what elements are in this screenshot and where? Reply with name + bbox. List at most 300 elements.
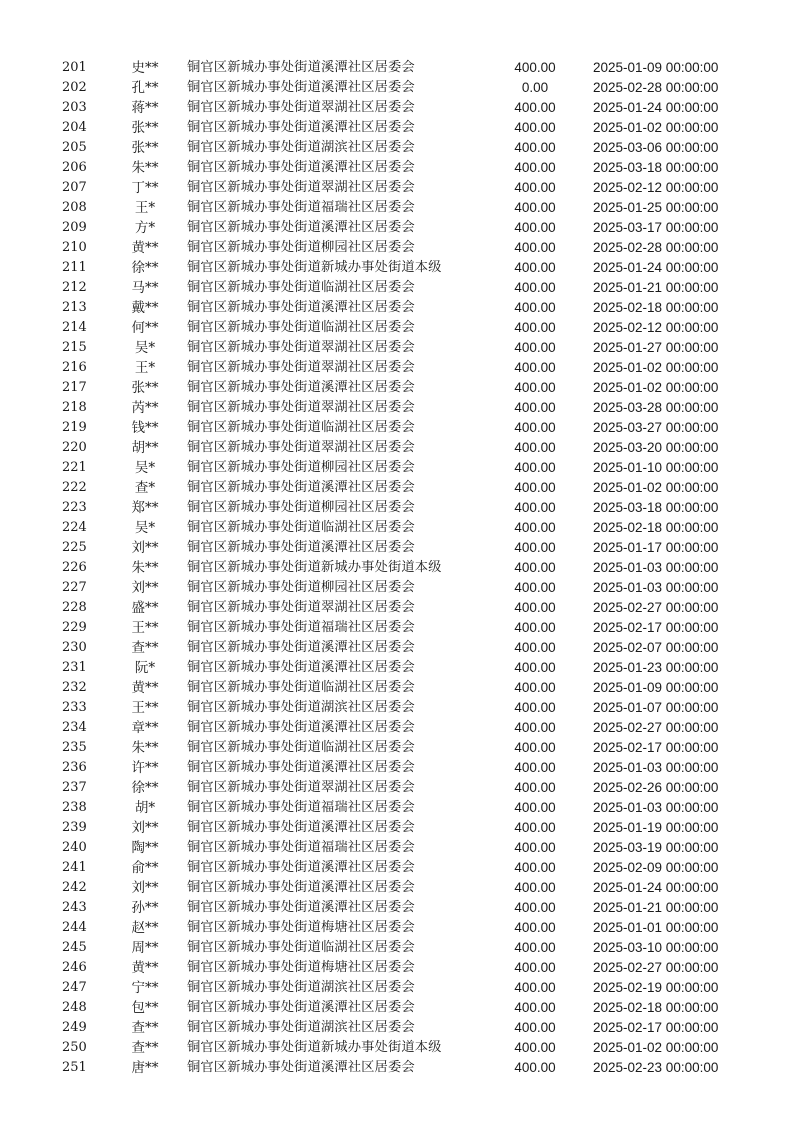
amount-value: 400.00	[514, 440, 556, 455]
organization-name: 铜官区新城办事处街道溪潭社区居委会	[187, 640, 415, 655]
table-row	[0, 938, 793, 958]
organization-name: 铜官区新城办事处街道临湖社区居委会	[187, 680, 415, 695]
payment-date: 2025-03-28 00:00:00	[593, 400, 719, 415]
payment-date: 2025-01-02 00:00:00	[593, 380, 719, 395]
amount-value: 400.00	[514, 680, 556, 695]
row-number: 212	[62, 280, 87, 295]
organization-name: 铜官区新城办事处街道福瑞社区居委会	[187, 200, 415, 215]
organization-name: 铜官区新城办事处街道翠湖社区居委会	[187, 400, 415, 415]
payment-date: 2025-03-20 00:00:00	[593, 440, 719, 455]
person-name: 黄**	[131, 240, 159, 256]
table-row	[0, 658, 793, 678]
row-number: 210	[62, 240, 87, 255]
organization-name: 铜官区新城办事处街道临湖社区居委会	[187, 420, 415, 435]
organization-name: 铜官区新城办事处街道溪潭社区居委会	[187, 480, 415, 495]
table-row	[0, 758, 793, 778]
table-row	[0, 418, 793, 438]
person-name: 宁**	[131, 980, 159, 996]
person-name: 蒋**	[131, 100, 159, 116]
table-row	[0, 218, 793, 238]
row-number: 217	[62, 380, 87, 395]
row-number: 224	[62, 520, 87, 535]
organization-name: 铜官区新城办事处街道溪潭社区居委会	[187, 900, 415, 915]
row-number: 216	[62, 360, 87, 375]
organization-name: 铜官区新城办事处街道柳园社区居委会	[187, 240, 415, 255]
table-row	[0, 138, 793, 158]
payment-date: 2025-01-23 00:00:00	[593, 660, 719, 675]
row-number: 234	[62, 720, 87, 735]
amount-value: 400.00	[514, 1040, 556, 1055]
person-name: 徐**	[131, 260, 159, 276]
organization-name: 铜官区新城办事处街道溪潭社区居委会	[187, 1000, 415, 1015]
organization-name: 铜官区新城办事处街道溪潭社区居委会	[187, 880, 415, 895]
amount-value: 400.00	[514, 480, 556, 495]
amount-value: 400.00	[514, 860, 556, 875]
amount-value: 400.00	[514, 560, 556, 575]
payment-date: 2025-01-03 00:00:00	[593, 800, 719, 815]
table-row	[0, 98, 793, 118]
person-name: 阮*	[134, 660, 156, 676]
row-number: 243	[62, 900, 87, 915]
organization-name: 铜官区新城办事处街道湖滨社区居委会	[187, 140, 415, 155]
row-number: 222	[62, 480, 87, 495]
payment-date: 2025-01-24 00:00:00	[593, 100, 719, 115]
person-name: 查*	[134, 480, 156, 496]
row-number: 215	[62, 340, 87, 355]
row-number: 206	[62, 160, 87, 175]
table-row	[0, 618, 793, 638]
payment-date: 2025-01-09 00:00:00	[593, 680, 719, 695]
person-name: 郑**	[131, 500, 159, 516]
row-number: 250	[62, 1040, 87, 1055]
person-name: 王*	[134, 200, 156, 216]
organization-name: 铜官区新城办事处街道溪潭社区居委会	[187, 760, 415, 775]
amount-value: 400.00	[514, 600, 556, 615]
person-name: 陶**	[131, 840, 159, 856]
person-name: 吴*	[134, 520, 156, 536]
payment-date: 2025-02-28 00:00:00	[593, 240, 719, 255]
person-name: 唐**	[131, 1060, 159, 1076]
organization-name: 铜官区新城办事处街道福瑞社区居委会	[187, 620, 415, 635]
person-name: 查**	[131, 640, 159, 656]
table-row	[0, 458, 793, 478]
organization-name: 铜官区新城办事处街道临湖社区居委会	[187, 320, 415, 335]
row-number: 227	[62, 580, 87, 595]
payment-date: 2025-02-17 00:00:00	[593, 620, 719, 635]
organization-name: 铜官区新城办事处街道翠湖社区居委会	[187, 180, 415, 195]
row-number: 236	[62, 760, 87, 775]
amount-value: 400.00	[514, 120, 556, 135]
amount-value: 400.00	[514, 260, 556, 275]
person-name: 吴*	[134, 460, 156, 476]
person-name: 赵**	[131, 920, 159, 936]
organization-name: 铜官区新城办事处街道临湖社区居委会	[187, 740, 415, 755]
payment-date: 2025-02-18 00:00:00	[593, 1000, 719, 1015]
row-number: 218	[62, 400, 87, 415]
table-row	[0, 978, 793, 998]
payment-date: 2025-01-07 00:00:00	[593, 700, 719, 715]
payment-date: 2025-01-25 00:00:00	[593, 200, 719, 215]
amount-value: 400.00	[514, 380, 556, 395]
payment-date: 2025-02-07 00:00:00	[593, 640, 719, 655]
table-row	[0, 178, 793, 198]
payment-date: 2025-01-02 00:00:00	[593, 1040, 719, 1055]
amount-value: 400.00	[514, 100, 556, 115]
table-row	[0, 238, 793, 258]
amount-value: 400.00	[514, 220, 556, 235]
row-number: 249	[62, 1020, 87, 1035]
row-number: 203	[62, 100, 87, 115]
organization-name: 铜官区新城办事处街道福瑞社区居委会	[187, 800, 415, 815]
payment-date: 2025-03-27 00:00:00	[593, 420, 719, 435]
amount-value: 400.00	[514, 1000, 556, 1015]
table-row	[0, 118, 793, 138]
organization-name: 铜官区新城办事处街道溪潭社区居委会	[187, 660, 415, 675]
amount-value: 400.00	[514, 820, 556, 835]
row-number: 240	[62, 840, 87, 855]
table-row	[0, 898, 793, 918]
amount-value: 400.00	[514, 200, 556, 215]
payment-date: 2025-01-03 00:00:00	[593, 560, 719, 575]
table-row	[0, 578, 793, 598]
payment-date: 2025-01-03 00:00:00	[593, 580, 719, 595]
organization-name: 铜官区新城办事处街道新城办事处街道本级	[187, 560, 442, 575]
table-row	[0, 778, 793, 798]
table-row	[0, 1038, 793, 1058]
payment-date: 2025-02-18 00:00:00	[593, 300, 719, 315]
table-row	[0, 438, 793, 458]
table-row	[0, 998, 793, 1018]
payment-date: 2025-01-02 00:00:00	[593, 480, 719, 495]
row-number: 246	[62, 960, 87, 975]
row-number: 230	[62, 640, 87, 655]
table-row	[0, 538, 793, 558]
payment-date: 2025-01-24 00:00:00	[593, 880, 719, 895]
payment-date: 2025-03-10 00:00:00	[593, 940, 719, 955]
table-row	[0, 158, 793, 178]
organization-name: 铜官区新城办事处街道翠湖社区居委会	[187, 100, 415, 115]
table-row	[0, 558, 793, 578]
table-row	[0, 518, 793, 538]
subsidy-record-table	[0, 58, 793, 1078]
row-number: 205	[62, 140, 87, 155]
organization-name: 铜官区新城办事处街道福瑞社区居委会	[187, 840, 415, 855]
payment-date: 2025-03-18 00:00:00	[593, 160, 719, 175]
payment-date: 2025-01-02 00:00:00	[593, 360, 719, 375]
person-name: 马**	[131, 280, 159, 296]
table-row	[0, 378, 793, 398]
table-row	[0, 318, 793, 338]
payment-date: 2025-03-19 00:00:00	[593, 840, 719, 855]
organization-name: 铜官区新城办事处街道溪潭社区居委会	[187, 860, 415, 875]
amount-value: 400.00	[514, 920, 556, 935]
payment-date: 2025-02-12 00:00:00	[593, 180, 719, 195]
person-name: 黄**	[131, 680, 159, 696]
amount-value: 400.00	[514, 340, 556, 355]
organization-name: 铜官区新城办事处街道溪潭社区居委会	[187, 160, 415, 175]
row-number: 220	[62, 440, 87, 455]
payment-date: 2025-02-09 00:00:00	[593, 860, 719, 875]
organization-name: 铜官区新城办事处街道临湖社区居委会	[187, 520, 415, 535]
row-number: 239	[62, 820, 87, 835]
table-row	[0, 78, 793, 98]
person-name: 芮**	[131, 400, 159, 416]
payment-date: 2025-03-18 00:00:00	[593, 500, 719, 515]
person-name: 朱**	[131, 160, 159, 176]
organization-name: 铜官区新城办事处街道溪潭社区居委会	[187, 120, 415, 135]
amount-value: 0.00	[521, 80, 549, 95]
person-name: 徐**	[131, 780, 159, 796]
amount-value: 400.00	[514, 1060, 556, 1075]
row-number: 225	[62, 540, 87, 555]
organization-name: 铜官区新城办事处街道溪潭社区居委会	[187, 380, 415, 395]
row-number: 231	[62, 660, 87, 675]
person-name: 查**	[131, 1020, 159, 1036]
amount-value: 400.00	[514, 840, 556, 855]
payment-date: 2025-01-03 00:00:00	[593, 760, 719, 775]
organization-name: 铜官区新城办事处街道梅塘社区居委会	[187, 920, 415, 935]
row-number: 229	[62, 620, 87, 635]
amount-value: 400.00	[514, 460, 556, 475]
amount-value: 400.00	[514, 880, 556, 895]
person-name: 方*	[134, 220, 156, 236]
row-number: 201	[62, 60, 87, 75]
payment-date: 2025-02-27 00:00:00	[593, 960, 719, 975]
person-name: 张**	[131, 140, 159, 156]
amount-value: 400.00	[514, 360, 556, 375]
payment-date: 2025-01-24 00:00:00	[593, 260, 719, 275]
person-name: 王**	[131, 700, 159, 716]
table-row	[0, 478, 793, 498]
amount-value: 400.00	[514, 940, 556, 955]
row-number: 208	[62, 200, 87, 215]
amount-value: 400.00	[514, 400, 556, 415]
payment-date: 2025-03-06 00:00:00	[593, 140, 719, 155]
organization-name: 铜官区新城办事处街道溪潭社区居委会	[187, 820, 415, 835]
payment-date: 2025-01-02 00:00:00	[593, 120, 719, 135]
table-row	[0, 958, 793, 978]
table-row	[0, 718, 793, 738]
row-number: 202	[62, 80, 87, 95]
payment-date: 2025-02-28 00:00:00	[593, 80, 719, 95]
organization-name: 铜官区新城办事处街道临湖社区居委会	[187, 280, 415, 295]
table-row	[0, 258, 793, 278]
person-name: 包**	[131, 1000, 159, 1016]
organization-name: 铜官区新城办事处街道新城办事处街道本级	[187, 1040, 442, 1055]
table-row	[0, 678, 793, 698]
person-name: 王*	[134, 360, 156, 376]
organization-name: 铜官区新城办事处街道溪潭社区居委会	[187, 720, 415, 735]
amount-value: 400.00	[514, 620, 556, 635]
organization-name: 铜官区新城办事处街道湖滨社区居委会	[187, 700, 415, 715]
payment-date: 2025-02-23 00:00:00	[593, 1060, 719, 1075]
person-name: 钱**	[131, 420, 159, 436]
person-name: 俞**	[131, 860, 159, 876]
row-number: 241	[62, 860, 87, 875]
row-number: 207	[62, 180, 87, 195]
person-name: 查**	[131, 1040, 159, 1056]
person-name: 刘**	[131, 820, 159, 836]
table-row	[0, 358, 793, 378]
person-name: 吴*	[134, 340, 156, 356]
row-number: 237	[62, 780, 87, 795]
organization-name: 铜官区新城办事处街道柳园社区居委会	[187, 460, 415, 475]
amount-value: 400.00	[514, 640, 556, 655]
table-row	[0, 278, 793, 298]
amount-value: 400.00	[514, 300, 556, 315]
payment-date: 2025-02-17 00:00:00	[593, 740, 719, 755]
table-row	[0, 878, 793, 898]
organization-name: 铜官区新城办事处街道翠湖社区居委会	[187, 780, 415, 795]
row-number: 242	[62, 880, 87, 895]
row-number: 235	[62, 740, 87, 755]
amount-value: 400.00	[514, 180, 556, 195]
row-number: 211	[62, 260, 87, 275]
row-number: 245	[62, 940, 87, 955]
payment-date: 2025-01-19 00:00:00	[593, 820, 719, 835]
amount-value: 400.00	[514, 960, 556, 975]
organization-name: 铜官区新城办事处街道翠湖社区居委会	[187, 440, 415, 455]
person-name: 许**	[131, 760, 159, 776]
payment-date: 2025-02-27 00:00:00	[593, 720, 719, 735]
organization-name: 铜官区新城办事处街道溪潭社区居委会	[187, 1060, 415, 1075]
amount-value: 400.00	[514, 580, 556, 595]
person-name: 刘**	[131, 880, 159, 896]
table-row	[0, 398, 793, 418]
amount-value: 400.00	[514, 240, 556, 255]
person-name: 胡**	[131, 440, 159, 456]
person-name: 刘**	[131, 580, 159, 596]
payment-date: 2025-01-21 00:00:00	[593, 280, 719, 295]
amount-value: 400.00	[514, 980, 556, 995]
organization-name: 铜官区新城办事处街道溪潭社区居委会	[187, 540, 415, 555]
organization-name: 铜官区新城办事处街道柳园社区居委会	[187, 580, 415, 595]
organization-name: 铜官区新城办事处街道湖滨社区居委会	[187, 1020, 415, 1035]
person-name: 戴**	[131, 300, 159, 316]
row-number: 232	[62, 680, 87, 695]
person-name: 朱**	[131, 560, 159, 576]
table-row	[0, 818, 793, 838]
amount-value: 400.00	[514, 660, 556, 675]
row-number: 248	[62, 1000, 87, 1015]
payment-date: 2025-02-26 00:00:00	[593, 780, 719, 795]
amount-value: 400.00	[514, 900, 556, 915]
row-number: 221	[62, 460, 87, 475]
amount-value: 400.00	[514, 520, 556, 535]
payment-date: 2025-01-09 00:00:00	[593, 60, 719, 75]
table-row	[0, 738, 793, 758]
payment-date: 2025-01-10 00:00:00	[593, 460, 719, 475]
amount-value: 400.00	[514, 320, 556, 335]
payment-date: 2025-02-27 00:00:00	[593, 600, 719, 615]
table-row	[0, 798, 793, 818]
organization-name: 铜官区新城办事处街道新城办事处街道本级	[187, 260, 442, 275]
person-name: 王**	[131, 620, 159, 636]
payment-date: 2025-03-17 00:00:00	[593, 220, 719, 235]
amount-value: 400.00	[514, 740, 556, 755]
row-number: 251	[62, 1060, 87, 1075]
person-name: 孔**	[131, 80, 159, 96]
table-row	[0, 638, 793, 658]
table-row	[0, 918, 793, 938]
organization-name: 铜官区新城办事处街道翠湖社区居委会	[187, 340, 415, 355]
organization-name: 铜官区新城办事处街道柳园社区居委会	[187, 500, 415, 515]
amount-value: 400.00	[514, 700, 556, 715]
table-row	[0, 838, 793, 858]
row-number: 219	[62, 420, 87, 435]
organization-name: 铜官区新城办事处街道梅塘社区居委会	[187, 960, 415, 975]
payment-date: 2025-01-01 00:00:00	[593, 920, 719, 935]
row-number: 209	[62, 220, 87, 235]
payment-date: 2025-02-19 00:00:00	[593, 980, 719, 995]
person-name: 刘**	[131, 540, 159, 556]
table-row	[0, 598, 793, 618]
person-name: 何**	[131, 320, 159, 336]
table-row	[0, 1018, 793, 1038]
amount-value: 400.00	[514, 780, 556, 795]
amount-value: 400.00	[514, 420, 556, 435]
payment-date: 2025-01-21 00:00:00	[593, 900, 719, 915]
organization-name: 铜官区新城办事处街道溪潭社区居委会	[187, 300, 415, 315]
table-row	[0, 198, 793, 218]
organization-name: 铜官区新城办事处街道翠湖社区居委会	[187, 600, 415, 615]
amount-value: 400.00	[514, 500, 556, 515]
person-name: 丁**	[131, 180, 159, 196]
organization-name: 铜官区新城办事处街道临湖社区居委会	[187, 940, 415, 955]
organization-name: 铜官区新城办事处街道溪潭社区居委会	[187, 220, 415, 235]
organization-name: 铜官区新城办事处街道翠湖社区居委会	[187, 360, 415, 375]
table-row	[0, 298, 793, 318]
person-name: 史**	[131, 60, 159, 76]
amount-value: 400.00	[514, 760, 556, 775]
payment-date: 2025-02-17 00:00:00	[593, 1020, 719, 1035]
row-number: 247	[62, 980, 87, 995]
payment-date: 2025-02-18 00:00:00	[593, 520, 719, 535]
row-number: 244	[62, 920, 87, 935]
table-row	[0, 1058, 793, 1078]
table-row	[0, 58, 793, 78]
table-row	[0, 698, 793, 718]
table-row	[0, 338, 793, 358]
amount-value: 400.00	[514, 540, 556, 555]
organization-name: 铜官区新城办事处街道溪潭社区居委会	[187, 60, 415, 75]
row-number: 226	[62, 560, 87, 575]
person-name: 张**	[131, 380, 159, 396]
row-number: 233	[62, 700, 87, 715]
row-number: 214	[62, 320, 87, 335]
amount-value: 400.00	[514, 160, 556, 175]
amount-value: 400.00	[514, 280, 556, 295]
person-name: 黄**	[131, 960, 159, 976]
person-name: 章**	[131, 720, 159, 736]
row-number: 213	[62, 300, 87, 315]
amount-value: 400.00	[514, 140, 556, 155]
person-name: 朱**	[131, 740, 159, 756]
table-row	[0, 498, 793, 518]
payment-date: 2025-02-12 00:00:00	[593, 320, 719, 335]
person-name: 孙**	[131, 900, 159, 916]
row-number: 204	[62, 120, 87, 135]
table-row	[0, 858, 793, 878]
amount-value: 400.00	[514, 1020, 556, 1035]
amount-value: 400.00	[514, 800, 556, 815]
amount-value: 400.00	[514, 720, 556, 735]
organization-name: 铜官区新城办事处街道湖滨社区居委会	[187, 980, 415, 995]
row-number: 223	[62, 500, 87, 515]
organization-name: 铜官区新城办事处街道溪潭社区居委会	[187, 80, 415, 95]
person-name: 胡*	[134, 800, 156, 816]
person-name: 周**	[131, 940, 159, 956]
